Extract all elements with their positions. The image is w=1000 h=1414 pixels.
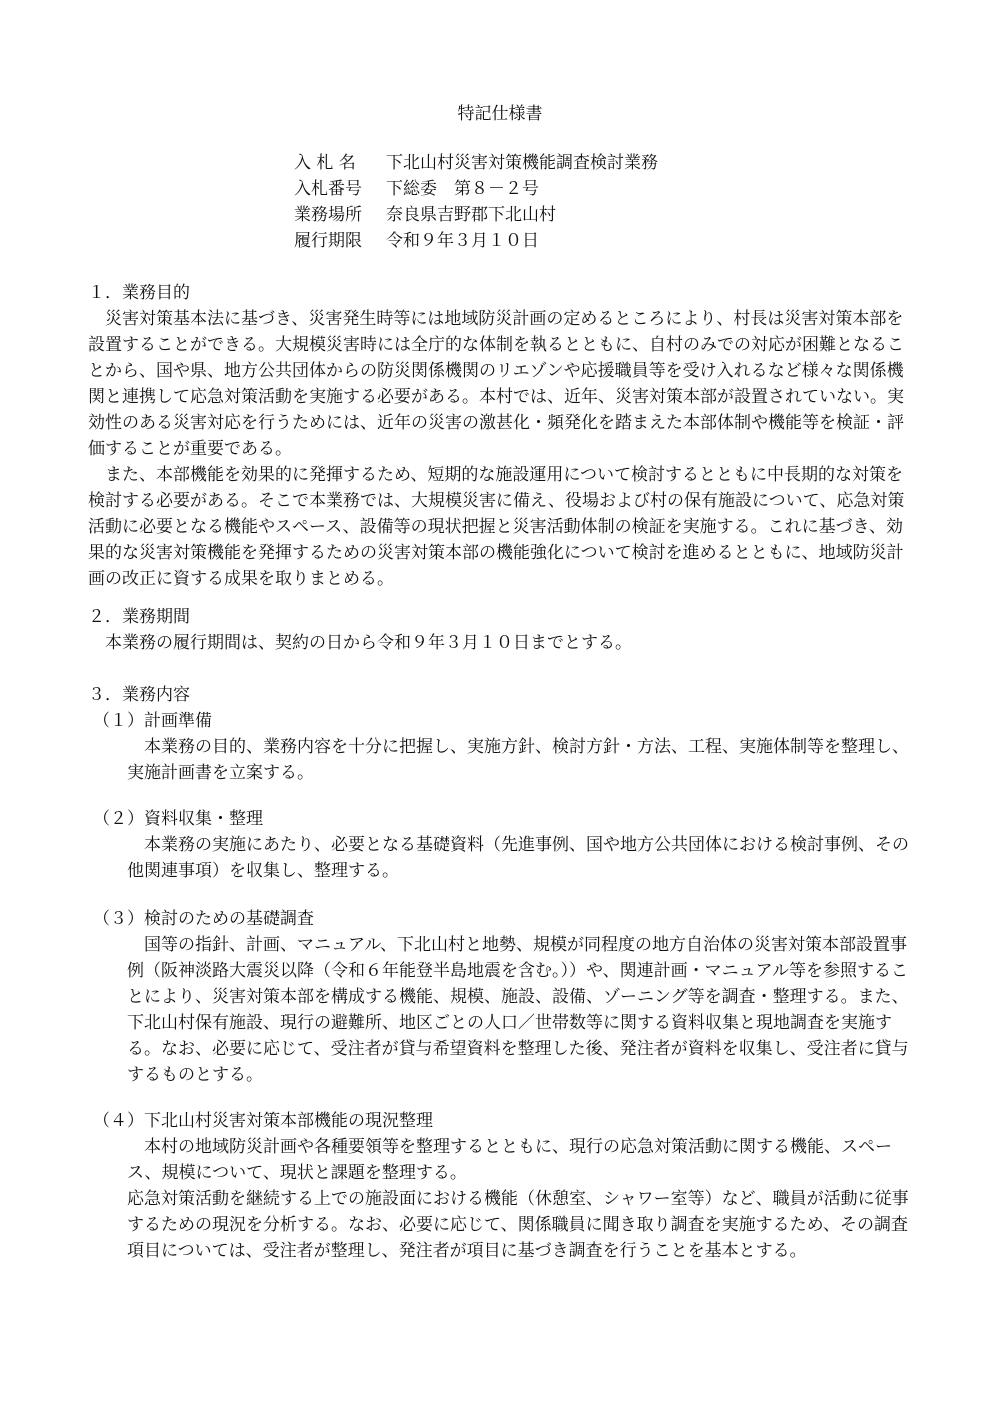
subsection-current-status — [93, 1108, 918, 1264]
section-heading: １．業務目的 — [88, 283, 190, 303]
bid-number-row — [294, 176, 658, 202]
paragraph: 災害対策基本法に基づき、災害発生時等には地域防災計画の定めるところにより、村長は災害対策本部を設置することができる。大規模災害時には全庁的な体制を執るとともに、自村のみでの対応が困難となることから、国や県、地方公共団体からの防災関係機関のリエゾンや応援職員等を受け入れるなど様々な関係機関と連携して応急対策活動を実施する必要がある。本村では、近年、災害対策本部が設置されていない。実効性のある災害対応を行うためには、近年の災害の激甚化・頻発化を踏まえた本部体制や機能等を検証・評価することが重要である。 — [88, 309, 904, 459]
section-contents — [88, 682, 918, 786]
subsection-materials — [93, 806, 918, 884]
work-location-row — [294, 202, 658, 228]
section-period — [88, 604, 918, 656]
work-location-label: 業務場所 — [294, 205, 362, 225]
bid-name-row — [294, 150, 658, 176]
bid-name-value: 下北山村災害対策機能調査検討業務 — [386, 153, 658, 173]
subsection-basic-survey — [93, 906, 918, 1088]
subsection-heading: （４）下北山村災害対策本部機能の現況整理 — [93, 1111, 433, 1131]
paragraph: 本村の地域防災計画や各種要領等を整理するとともに、現行の応急対策活動に関する機能、スペース、規模について、現状と課題を整理する。 — [127, 1137, 892, 1183]
bid-info — [294, 150, 658, 254]
bid-number-label: 入札番号 — [294, 179, 362, 199]
section-contents-4 — [88, 1108, 918, 1264]
deadline-value: 令和９年３月１０日 — [386, 231, 539, 251]
paragraph: 本業務の実施にあたり、必要となる基礎資料（先進事例、国や地方公共団体における検討事例、その他関連事項）を収集し、整理する。 — [127, 835, 909, 881]
section-heading: ２．業務期間 — [88, 607, 190, 627]
subsection-heading: （２）資料収集・整理 — [93, 809, 263, 829]
paragraph: 国等の指針、計画、マニュアル、下北山村と地勢、規模が同程度の地方自治体の災害対策本部設置事例（阪神淡路大震災以降（令和６年能登半島地震を含む。））や、関連計画・マニュアル等を参照することにより、災害対策本部を構成する機能、規模、施設、設備、ゾーニング等を調査・整理する。また、下北山村保有施設、現行の避難所、地区ごとの人口／世帯数等に関する資料収集と現地調査を実施する。なお、必要に応じて、受注者が貸与希望資料を整理した後、発注者が資料を収集し、受注者に貸与するものとする。 — [127, 935, 909, 1085]
deadline-row — [294, 228, 658, 254]
work-location-value: 奈良県吉野郡下北山村 — [386, 205, 556, 225]
bid-number-value: 下総委 第８－２号 — [386, 179, 539, 199]
section-contents-3 — [88, 906, 918, 1088]
subsection-planning — [93, 708, 918, 786]
subsection-heading: （１）計画準備 — [93, 711, 212, 731]
section-heading: ３．業務内容 — [88, 685, 190, 705]
section-purpose — [88, 280, 918, 592]
section-contents-2 — [88, 806, 918, 884]
paragraph: 本業務の履行期間は、契約の日から令和９年３月１０日までとする。 — [105, 633, 632, 653]
paragraph: 本業務の目的、業務内容を十分に把握し、実施方針、検討方針・方法、工程、実施体制等を整理し、実施計画書を立案する。 — [127, 737, 909, 783]
subsection-heading: （３）検討のための基礎調査 — [93, 909, 314, 929]
bid-name-label: 入 札 名 — [294, 153, 356, 173]
deadline-label: 履行期限 — [294, 231, 362, 251]
document-title: 特記仕様書 — [457, 104, 543, 124]
paragraph: また、本部機能を効果的に発揮するため、短期的な施設運用について検討するとともに中長期的な対策を検討する必要がある。そこで本業務では、大規模災害に備え、役場および村の保有施設について、応急対策活動に必要となる機能やスペース、設備等の現状把握と災害活動体制の検証を実施する。これに基づき、効果的な災害対策機能を発揮するための災害対策本部の機能強化について検討を進めるとともに、地域防災計画の改正に資する成果を取りまとめる。 — [88, 465, 905, 589]
paragraph: 応急対策活動を継続する上での施設面における機能（休憩室、シャワー室等）など、職員が活動に従事するための現況を分析する。なお、必要に応じて、関係職員に聞き取り調査を実施するため、その調査項目については、受注者が整理し、発注者が項目に基づき調査を行うことを基本とする。 — [127, 1189, 909, 1261]
